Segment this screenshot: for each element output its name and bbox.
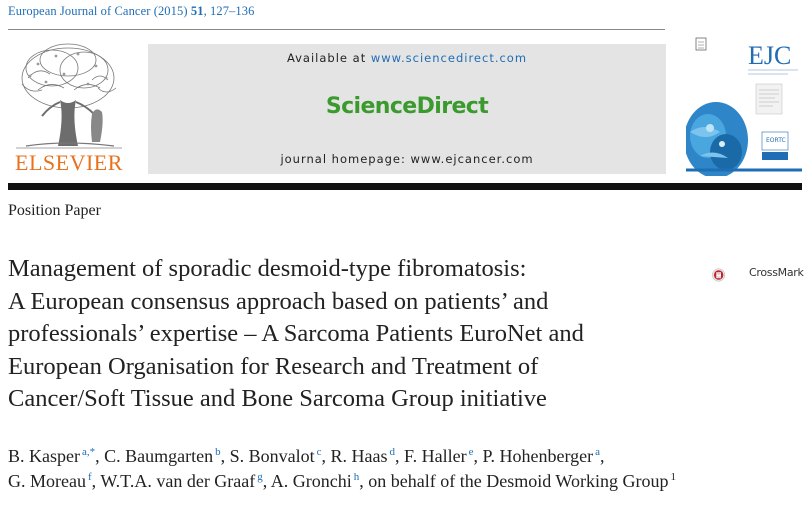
author[interactable]: B. Kasper $^{a,*}$ <box>8 446 96 466</box>
masthead-divider <box>8 183 802 190</box>
journal-homepage[interactable]: journal homepage: www.ejcancer.com <box>280 152 534 166</box>
author[interactable]: C. Baumgarten $^b$ <box>104 446 221 466</box>
crossmark-label[interactable]: CrossMark <box>749 266 804 279</box>
footnote-marker[interactable]: 1 <box>670 470 676 483</box>
citation-pages: , 127–136 <box>203 4 255 18</box>
affiliation-marker[interactable]: c <box>316 446 322 458</box>
sciencedirect-banner <box>148 44 666 174</box>
sciencedirect-link[interactable]: www.sciencedirect.com <box>370 51 528 65</box>
author[interactable]: P. Hohenberger $^a$ <box>482 446 600 466</box>
available-at-line <box>148 51 666 65</box>
author[interactable]: S. Bonvalot $^c$ <box>229 446 322 466</box>
ejc-cover-title: EJC <box>748 41 792 70</box>
citation-journal: European Journal of Cancer (2015) <box>8 4 188 18</box>
eortc-badge: EORTC <box>766 137 786 144</box>
author[interactable]: W.T.A. van der Graaf $^g$ <box>100 470 263 491</box>
title-line: A European consensus approach based on patients’ and <box>8 287 549 315</box>
author[interactable]: G. Moreau $^f$ <box>8 470 92 491</box>
affiliation-marker[interactable]: g <box>257 470 263 483</box>
header-divider <box>8 29 665 30</box>
affiliation-marker[interactable]: b <box>215 446 221 458</box>
title-line: Cancer/Soft Tissue and Bone Sarcoma Group initiative <box>8 385 547 412</box>
title-line: European Organisation for Research and Treatment of <box>8 352 539 380</box>
elsevier-wordmark: ELSEVIER <box>15 150 123 175</box>
author[interactable]: R. Haas $^d$ <box>330 446 396 466</box>
journal-citation[interactable] <box>8 4 254 19</box>
title-line: Management of sporadic desmoid-type fibromatosis: <box>8 255 527 282</box>
sciencedirect-logo[interactable]: ScienceDirect <box>325 94 489 119</box>
affiliation-marker[interactable]: f <box>87 470 92 483</box>
article-title <box>8 253 708 416</box>
ejc-journal-cover[interactable] <box>686 36 802 176</box>
affiliation-marker[interactable]: a <box>595 446 600 458</box>
crossmark-icon[interactable] <box>712 258 748 292</box>
affiliation-marker[interactable]: h <box>353 470 360 483</box>
affiliation-marker[interactable]: e <box>468 446 474 458</box>
article-type: Position Paper <box>8 202 101 219</box>
available-prefix: Available at <box>286 51 371 65</box>
affiliation-marker[interactable]: d <box>389 446 396 458</box>
author-list: B. Kasper $^{a,*}$, C. Baumgarten $^b$, S. Bonvalot $^c$, R. Haas $^d$, F. Haller $^e$, P. Hohenberger $^a$, G. Moreau $^f$, W.T.A. van der Graaf $^g$, A. Gronchi $^h$, on behalf of the Desmoid Working Group $^1$ <box>8 446 676 491</box>
author[interactable]: F. Haller $^e$ <box>404 446 474 466</box>
title-line: professionals’ expertise – A Sarcoma Patients EuroNet and <box>8 320 584 347</box>
group-author: on behalf of the Desmoid Working Group <box>368 470 669 491</box>
citation-volume: 51 <box>190 4 204 18</box>
author[interactable]: A. Gronchi $^h$ <box>270 470 360 491</box>
affiliation-marker[interactable]: a,* <box>81 446 96 458</box>
